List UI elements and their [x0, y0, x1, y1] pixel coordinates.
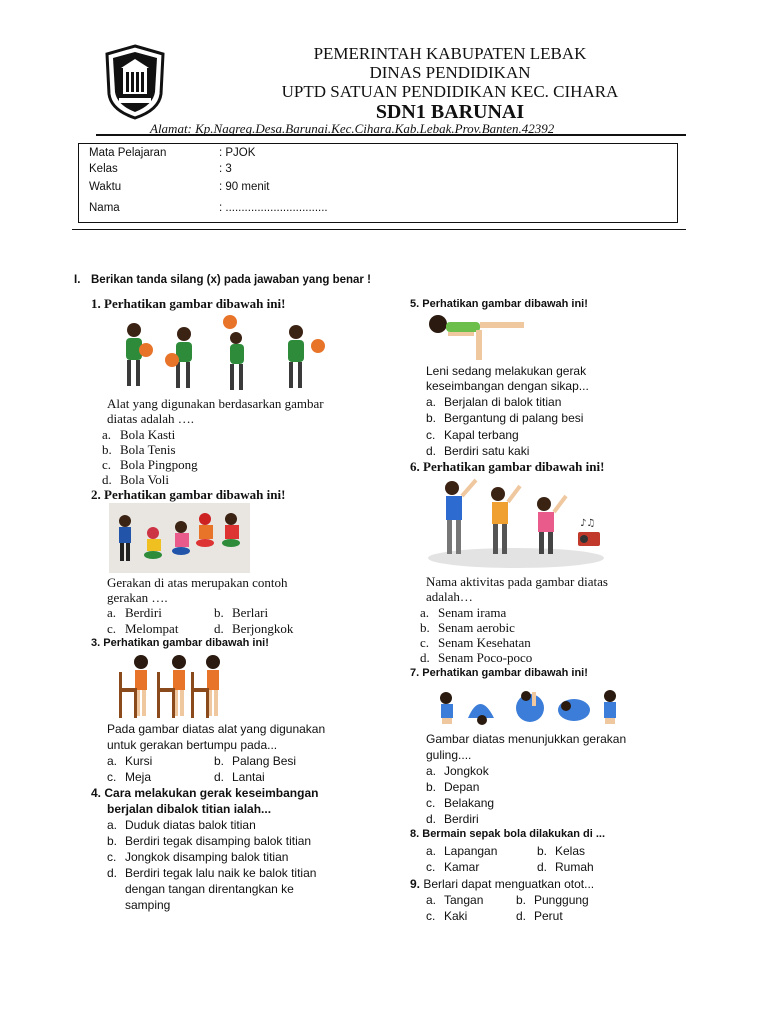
info-value-class: : 3	[219, 163, 232, 175]
header-school-name: SDN1 BARUNAI	[375, 101, 525, 123]
question-4-option-c[interactable]: c. Jongkok disamping balok titian	[107, 850, 289, 864]
question-9-title: 9. Berlari dapat menguatkan otot...	[410, 877, 595, 891]
question-6-text-line1: Nama aktivitas pada gambar diatas	[426, 574, 608, 589]
roll-figure-4	[558, 699, 590, 721]
question-1-text-line1: Alat yang digunakan berdasarkan gambar	[107, 396, 324, 411]
chair-1	[119, 672, 137, 718]
question-7-option-c[interactable]: c. Belakang	[426, 796, 495, 810]
question-8-option-d[interactable]: d. Rumah	[537, 860, 594, 874]
question-5-option-d[interactable]: d. Berdiri satu kaki	[426, 444, 530, 458]
question-4-title-line2: berjalan dibalok titian ialah...	[107, 802, 272, 816]
question-5-option-b[interactable]: b. Bergantung di palang besi	[426, 411, 584, 425]
question-1-option-a[interactable]: a. Bola Kasti	[102, 427, 176, 442]
question-4-option-b[interactable]: b. Berdiri tegak disamping balok titian	[107, 834, 312, 848]
child-figure-3	[223, 315, 244, 390]
question-1-option-c[interactable]: c. Bola Pingpong	[102, 457, 198, 472]
person-figure-1	[445, 480, 476, 554]
question-9-option-d[interactable]: d. Perut	[516, 909, 563, 923]
question-5-text-line1: Leni sedang melakukan gerak	[426, 364, 587, 378]
roll-figure-1	[440, 692, 453, 724]
question-3-option-a[interactable]: a. Kursi	[107, 754, 153, 768]
question-4-option-d-line2: dengan tangan direntangkan ke	[125, 882, 294, 896]
svg-text:♪♫: ♪♫	[580, 518, 596, 529]
info-label-subject: Mata Pelajaran	[89, 147, 167, 159]
question-3-option-c[interactable]: c. Meja	[107, 770, 152, 784]
radio-icon	[578, 518, 600, 546]
question-7-option-b[interactable]: b. Depan	[426, 780, 480, 794]
question-6-option-c[interactable]: c. Senam Kesehatan	[420, 635, 531, 650]
question-4-title-line1: 4. Cara melakukan gerak keseimbangan	[91, 786, 319, 800]
question-8-title: 8. Bermain sepak bola dilakukan di ...	[410, 828, 606, 840]
info-value-name[interactable]: : ................................	[219, 202, 328, 214]
question-9-option-b[interactable]: b. Punggung	[516, 893, 589, 907]
question-3-text-line2: untuk gerakan bertumpu pada...	[107, 738, 278, 752]
question-8-option-c[interactable]: c. Kamar	[426, 860, 480, 874]
roll-figure-3	[516, 691, 544, 722]
child-figure-2	[165, 327, 192, 388]
forward-roll-sequence-illustration	[436, 684, 626, 728]
header-divider	[96, 134, 686, 136]
question-4-option-d[interactable]: d. Berdiri tegak lalu naik ke balok titian	[107, 866, 317, 880]
info-label-class: Kelas	[89, 163, 118, 175]
header-department: DINAS PENDIDIKAN	[369, 63, 531, 82]
question-1-option-d[interactable]: d. Bola Voli	[102, 472, 170, 487]
info-value-subject: : PJOK	[219, 147, 256, 159]
question-7-option-d[interactable]: d. Berdiri	[426, 812, 479, 826]
question-6-option-b[interactable]: b. Senam aerobic	[420, 620, 515, 635]
chair-3	[191, 672, 209, 718]
person-figure-2	[491, 486, 520, 554]
question-2-option-a[interactable]: a. Berdiri	[107, 605, 162, 620]
section-instruction: Berikan tanda silang (x) pada jawaban yang benar !	[91, 274, 371, 286]
group-gymnastics-illustration	[426, 474, 606, 570]
question-6-option-d[interactable]: d. Senam Poco-poco	[420, 650, 533, 665]
question-6-option-a[interactable]: a. Senam irama	[420, 605, 507, 620]
question-2-text-line1: Gerakan di atas merupakan contoh	[107, 575, 288, 590]
question-8-option-b[interactable]: b. Kelas	[537, 844, 586, 858]
info-label-name: Nama	[89, 202, 120, 214]
question-5-option-a[interactable]: a. Berjalan di balok titian	[426, 395, 562, 409]
question-3-option-b[interactable]: b. Palang Besi	[214, 754, 297, 768]
question-2-option-c[interactable]: c. Melompat	[107, 621, 179, 636]
chair-exercise-illustration	[109, 652, 229, 720]
question-2-option-d[interactable]: d. Berjongkok	[214, 621, 294, 636]
question-7-text-line1: Gambar diatas menunjukkan gerakan	[426, 732, 627, 746]
chair-2	[157, 672, 175, 718]
student-info-box	[78, 143, 678, 223]
question-5-option-c[interactable]: c. Kapal terbang	[426, 428, 519, 442]
person-figure-3	[537, 496, 566, 554]
question-1-title: 1. Perhatikan gambar dibawah ini!	[91, 296, 286, 311]
question-4-option-d-line3: samping	[125, 898, 171, 912]
question-2-text-line2: gerakan ….	[107, 590, 168, 605]
info-label-time: Waktu	[89, 181, 122, 193]
question-3-text-line1: Pada gambar diatas alat yang digunakan	[107, 722, 326, 736]
question-5-title: 5. Perhatikan gambar dibawah ini!	[410, 298, 588, 310]
question-9-option-c[interactable]: c. Kaki	[426, 909, 468, 923]
section-number: I.	[74, 274, 81, 286]
question-7-text-line2: guling....	[426, 748, 472, 762]
child-figure-4	[288, 325, 325, 388]
question-2-option-b[interactable]: b. Berlari	[214, 605, 269, 620]
question-4-option-a[interactable]: a. Duduk diatas balok titian	[107, 818, 256, 832]
question-9-option-a[interactable]: a. Tangan	[426, 893, 484, 907]
question-7-title: 7. Perhatikan gambar dibawah ini!	[410, 667, 588, 679]
roll-figure-5	[604, 690, 616, 724]
school-crest-logo	[103, 44, 167, 120]
question-2-title: 2. Perhatikan gambar dibawah ini!	[91, 487, 286, 502]
question-1-option-b[interactable]: b. Bola Tenis	[102, 442, 176, 457]
question-5-text-line2: keseimbangan dengan sikap...	[426, 379, 589, 393]
question-3-title: 3. Perhatikan gambar dibawah ini!	[91, 637, 269, 649]
question-7-option-a[interactable]: a. Jongkok	[426, 764, 489, 778]
question-6-text-line2: adalah…	[426, 589, 473, 604]
question-6-title: 6. Perhatikan gambar dibawah ini!	[410, 459, 605, 474]
child-figure-1	[126, 323, 153, 386]
header-government: PEMERINTAH KABUPATEN LEBAK	[313, 44, 587, 63]
header-unit: UPTD SATUAN PENDIDIKAN KEC. CIHARA	[281, 82, 619, 101]
info-divider	[72, 229, 686, 230]
children-squatting-illustration	[109, 503, 250, 573]
question-3-option-d[interactable]: d. Lantai	[214, 770, 265, 784]
question-1-text-line2: diatas adalah ….	[107, 411, 194, 426]
header-address: Alamat: Kp.Nagreg.Desa.Barunai.Kec.Cihara.Kab.Lebak.Prov.Banten.42392	[150, 121, 555, 136]
question-8-option-a[interactable]: a. Lapangan	[426, 844, 498, 858]
volleyball-passing-illustration	[112, 308, 340, 394]
roll-figure-2	[468, 704, 494, 725]
info-value-time: : 90 menit	[219, 181, 270, 193]
airplane-balance-pose-illustration	[426, 312, 536, 362]
